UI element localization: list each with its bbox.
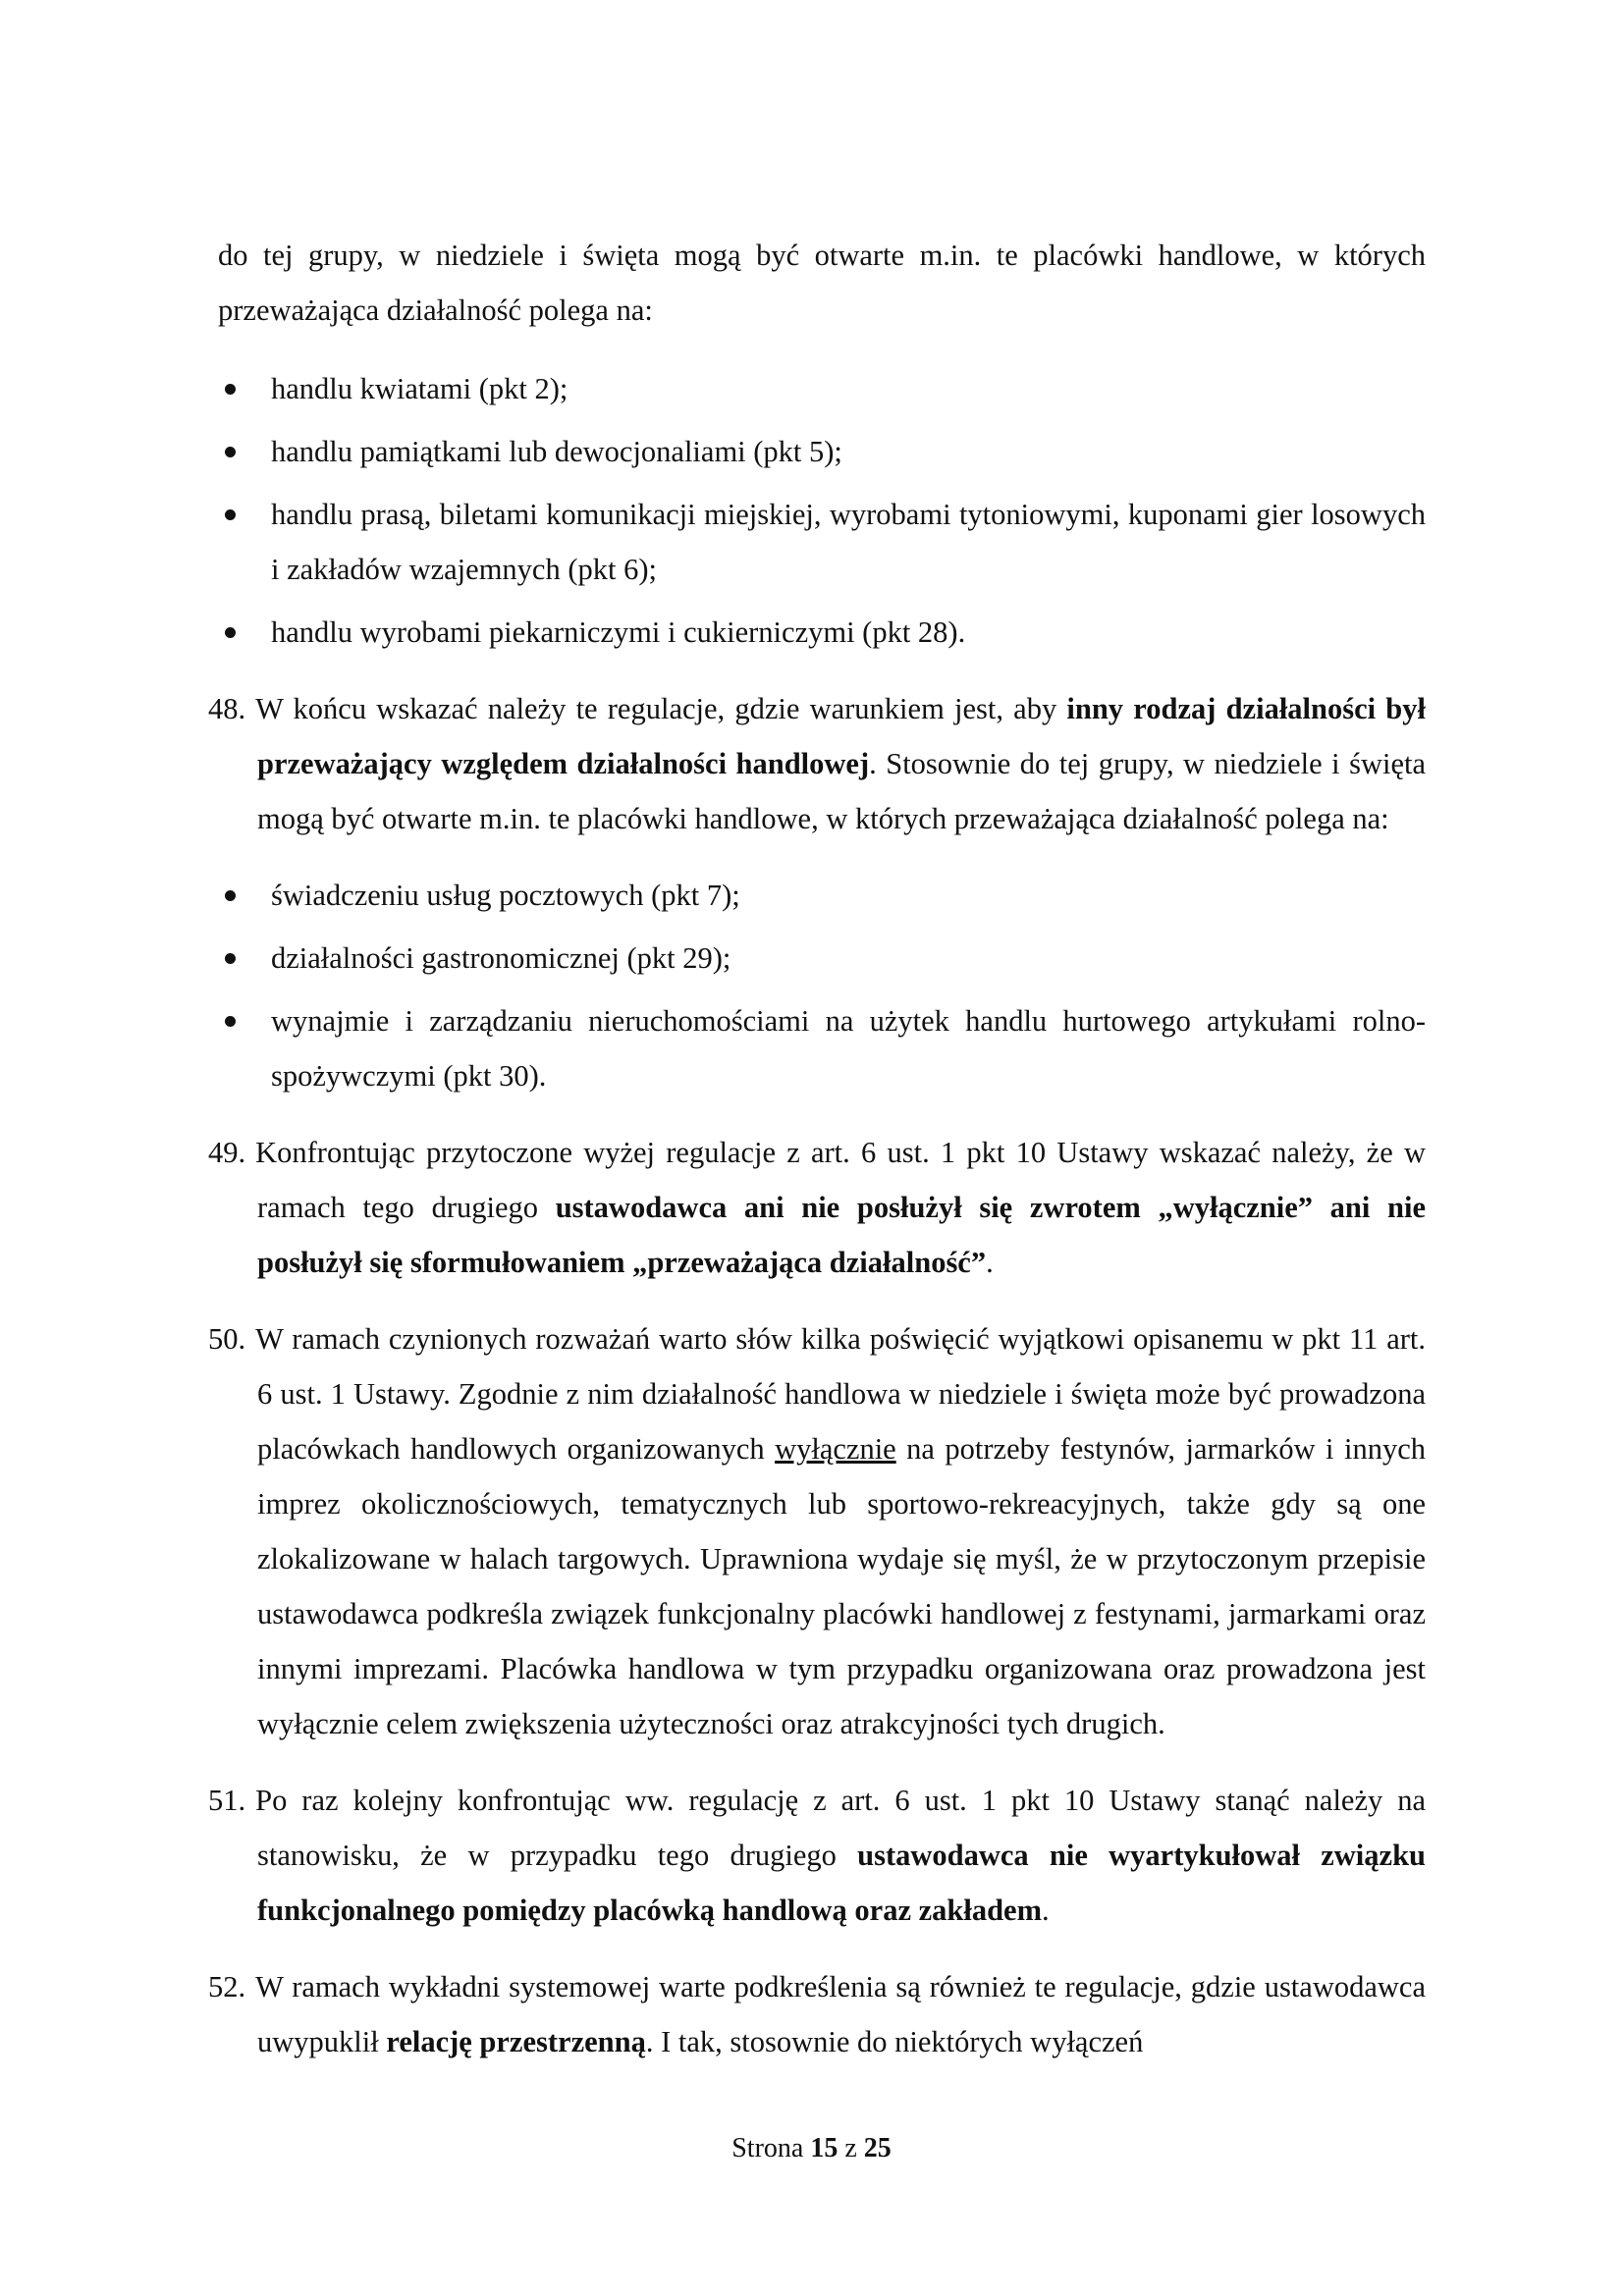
total-page-count: 25 [863, 2133, 892, 2163]
emphasis-text: ustawodawca nie wyartykułował związku funkcjonalnego pomiędzy placówką handlową oraz zakładem [257, 1839, 1426, 1927]
paragraph-number: 48. [208, 692, 246, 725]
underlined-text: wyłącznie [775, 1432, 896, 1466]
bullet-icon [225, 627, 236, 638]
paragraph-number: 51. [208, 1784, 246, 1817]
list-item: handlu prasą, biletami komunikacji miejskiej, wyrobami tytoniowymi, kuponami gier losowych i zakładów wzajemnych (pkt 6); [218, 487, 1426, 597]
bullet-icon [225, 1016, 236, 1027]
list-item: handlu kwiatami (pkt 2); [218, 361, 1426, 416]
paragraph-number: 52. [208, 1970, 246, 2003]
list-item: wynajmie i zarządzaniu nieruchomościami na użytek handlu hurtowego artykułami rolno-spożywczymi (pkt 30). [218, 993, 1426, 1103]
bullet-icon [225, 509, 236, 520]
bullet-icon [225, 384, 236, 395]
intro-bullet-list [218, 361, 1426, 660]
bullet-icon [225, 890, 236, 901]
page-footer: Strona 15 z 25 [731, 2133, 892, 2163]
bullet-icon [225, 953, 236, 964]
emphasis-text: relację przestrzenną [386, 2025, 646, 2058]
p48-bullet-list [218, 868, 1426, 1103]
paragraph-48: 48. W końcu wskazać należy te regulacje, gdzie warunkiem jest, aby inny rodzaj działalności był przeważający względem działalności handlowej. Stosownie do tej grupy, w niedziele i święta mogą być otwarte m.in. te placówki handlowe, w których przeważająca działalność polega na: [208, 692, 1426, 835]
paragraph-number: 49. [208, 1136, 246, 1169]
emphasis-text: ustawodawca ani nie posłużył się zwrotem „wyłącznie” ani nie posłużył się sformułowaniem „przeważająca działalność” [257, 1191, 1426, 1279]
list-item: handlu pamiątkami lub dewocjonaliami (pkt 5); [218, 424, 1426, 479]
paragraph-50: 50. W ramach czynionych rozważań warto słów kilka poświęcić wyjątkowi opisanemu w pkt 11 art. 6 ust. 1 Ustawy. Zgodnie z nim działalność handlowa w niedziele i święta może być prowadzona placówkach handlowych organizowanych wyłącznie na potrzeby festynów, jarmarków i innych imprez okolicznościowych, tematycznych lub sportowo-rekreacyjnych, także gdy są one zlokalizowane w halach targowych. Uprawniona wydaje się myśl, że w przytoczonym przepisie ustawodawca podkreśla związek funkcjonalny placówki handlowej z festynami, jarmarkami oraz innymi imprezami. Placówka handlowa w tym przypadku organizowana oraz prowadzona jest wyłącznie celem zwiększenia użyteczności oraz atrakcyjności tych drugich. [208, 1322, 1426, 1740]
intro-paragraph: do tej grupy, w niedziele i święta mogą być otwarte m.in. te placówki handlowe, w których przeważająca działalność polega na: [218, 239, 1426, 327]
paragraph-49: 49. Konfrontując przytoczone wyżej regulacje z art. 6 ust. 1 pkt 10 Ustawy wskazać należy, że w ramach tego drugiego ustawodawca ani nie posłużył się zwrotem „wyłącznie” ani nie posłużył się sformułowaniem „przeważająca działalność”. [208, 1136, 1426, 1279]
list-item: handlu wyrobami piekarniczymi i cukierniczymi (pkt 28). [218, 605, 1426, 660]
bullet-icon [225, 447, 236, 457]
current-page-number: 15 [810, 2133, 839, 2163]
paragraph-51: 51. Po raz kolejny konfrontując ww. regulację z art. 6 ust. 1 pkt 10 Ustawy stanąć należy na stanowisku, że w przypadku tego drugiego ustawodawca nie wyartykułował związku funkcjonalnego pomiędzy placówką handlową oraz zakładem. [208, 1784, 1426, 1927]
paragraph-52: 52. W ramach wykładni systemowej warte podkreślenia są również te regulacje, gdzie ustawodawca uwypuklił relację przestrzenną. I tak, stosownie do niektórych wyłączeń [208, 1970, 1426, 2058]
document-page [208, 228, 1426, 2069]
list-item: działalności gastronomicznej (pkt 29); [218, 931, 1426, 986]
emphasis-text: inny rodzaj działalności był przeważający względem działalności handlowej [257, 692, 1426, 780]
list-item: świadczeniu usług pocztowych (pkt 7); [218, 868, 1426, 923]
paragraph-number: 50. [208, 1322, 246, 1356]
